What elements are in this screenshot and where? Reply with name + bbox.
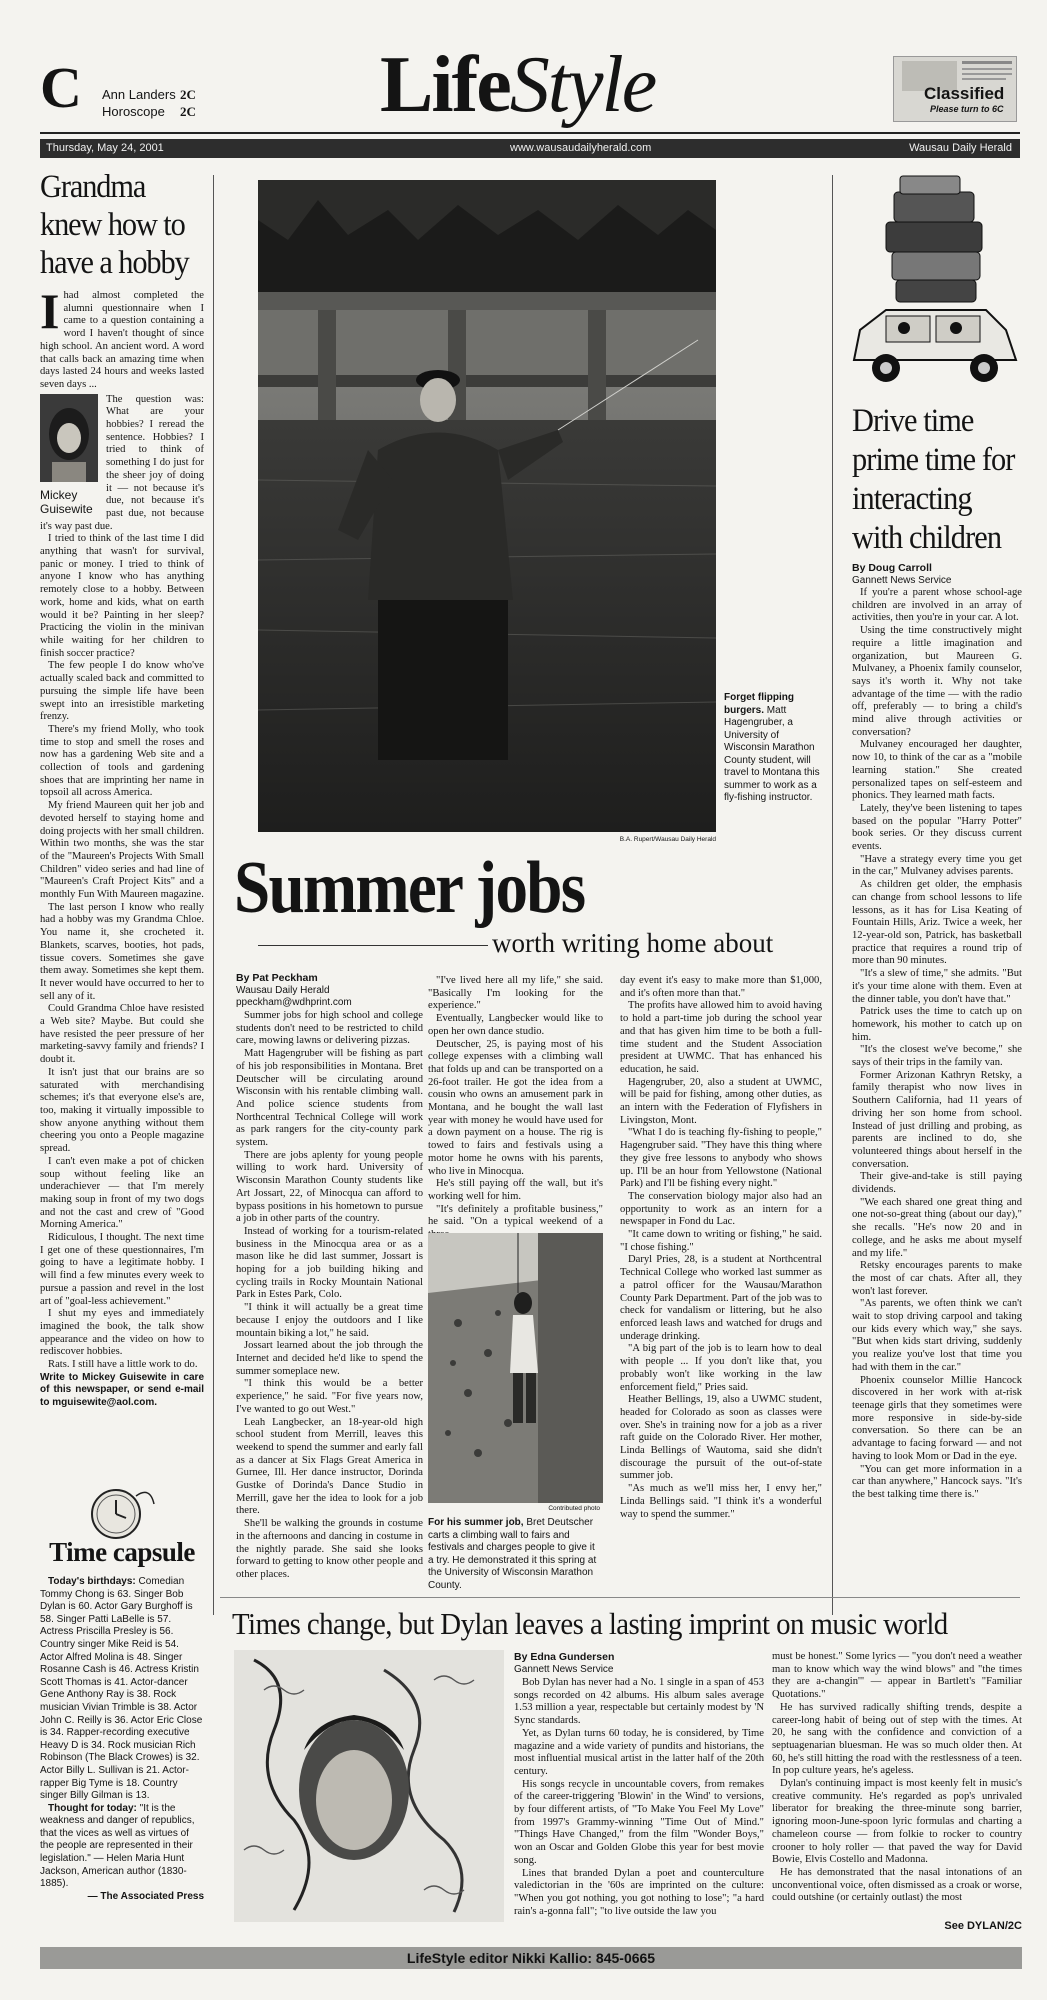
grandma-story	[40, 290, 204, 1410]
paragraph: "You can get more information in a car than anywhere," Hancock says. "It's the best talking time there is."	[852, 1463, 1022, 1500]
paragraph: Yet, as Dylan turns 60 today, he is considered, by Time magazine and a wide variety of pundits and historians, the most influential musical artist in the latter half of the 20th century.	[514, 1727, 764, 1777]
fly-fishing-photo	[258, 180, 716, 832]
drive-headline: Drive time prime time for interacting with children	[852, 403, 1015, 556]
author-org: Gannett News Service	[852, 575, 952, 586]
time-capsule-source: — The Associated Press	[87, 1890, 204, 1902]
paragraph: "It's the closest we've become," she says of their trips in the family van.	[852, 1044, 1022, 1069]
paragraph: The last person I know who really had a hobby was my Grandma Chloe. You name it, she crocheted it. Blankets, scarves, booties, hot pads, tissue covers. Sometimes she gave them away. Sometimes she kept them. It never would have occurred to her to sell any of it.	[40, 901, 204, 1002]
author-name: By Doug Carroll	[852, 562, 932, 574]
paragraph: Hagengruber, 20, also a student at UWMC, will be paid for fishing, among other duties, as an intern with the Federation of Flyfishers in Livingston, Mont.	[620, 1076, 822, 1126]
paragraph: As children get older, the emphasis can change from school lessons to life lessons, as it has for Lisa Keating of Fountain Hills, Ariz. Twice a week, her 12-year-old son, Patrick, has basketball practice that requires a round trip of more than 90 minutes.	[852, 879, 1022, 967]
author-name: By Edna Gundersen	[514, 1651, 615, 1663]
columnist-mug	[40, 394, 100, 517]
photo-credit: B.A. Rupert/Wausau Daily Herald	[619, 836, 716, 843]
climbing-wall-image	[428, 1233, 603, 1503]
paragraph: Jossart learned about the job through the Internet and decided he'd like to spend the summer someplace new.	[236, 1340, 423, 1377]
paragraph: I tried to think of the last time I did anything that wasn't for survival, panic or money. I tried to think of anyone I know who has anything remotely close to a hobby. Between work, home and kids, what on earth would it be? Painting in her sleep? Practicing the violin in the minivan while waiting for her children to finish soccer practice?	[40, 533, 204, 659]
paragraph: Heather Bellings, 19, also a UWMC student, headed for Colorado as soon as classes were over. She's in training now for a job as a river raft guide on the Colorado River. Her mother, Linda Bellings of Wautoma, said she didn't discourage the pursuit of the out-of-state summer job.	[620, 1394, 822, 1482]
paragraph: The few people I do know who've actually scaled back and committed to pursuing the simple life have been swept into an irresistible marketing frenzy.	[40, 660, 204, 723]
caption-text: Matt Hagengruber, a University of Wisconsin Marathon County student, will travel to Montana this summer to work as a fly-fishing instructor.	[724, 704, 820, 803]
paragraph: The profits have allowed him to avoid having to hold a part-time job during the school year and that has given him time to be both a full-time student and the Student Association president at UWMC. That has enhanced his education, he said.	[620, 1000, 822, 1075]
car-luggage-icon	[846, 170, 1022, 395]
birthdays-label: Today's birthdays:	[48, 1576, 136, 1587]
section-rule	[220, 1597, 1020, 1598]
column-rule	[832, 175, 833, 1615]
masthead-rule	[40, 132, 1020, 134]
dylan-lyrics-image	[234, 1650, 504, 1922]
paragraph: Deutscher, 25, is paying most of his college expenses with a climbing wall that folds up and can be transported on a 26-foot trailer. He got the idea from a cousin who owns an amusement park in Montana, and he bought the wall last year with money he would have used for a down payment on a house. The rig is towed to fairs and festivals using a motor home he owns with his parents, who live in Minocqua.	[428, 1038, 603, 1177]
section-title	[380, 40, 655, 130]
dylan-byline	[514, 1651, 764, 1676]
paragraph: "As much as we'll miss her, I envy her," Linda Bellings said. "I think it's a wonderful way to spend the summer."	[620, 1483, 822, 1520]
paragraph: Bob Dylan has never had a No. 1 single in a span of 453 songs recorded on 42 albums. His album sales average 1.53 million a year, respectable but certainly modest by 'N Sync standards.	[514, 1677, 764, 1727]
paragraph: Instead of working for a tourism-related business in the Minocqua area or as a mason like he did last summer, Jossart is hoping for a job building hiking and cycling trails in Rocky Mountain National Park in Estes Park, Colo.	[236, 1225, 423, 1301]
time-capsule	[40, 1482, 204, 1902]
index-item[interactable]: Ann Landers 2C	[102, 87, 196, 102]
photo-credit: Contributed photo	[548, 1505, 600, 1512]
summer-jobs-subhead: worth writing home about	[492, 928, 774, 958]
paragraph: "I think it will actually be a great time because I enjoy the outdoors and I like mountain biking a lot," he said.	[236, 1302, 423, 1339]
paragraph: It isn't just that our brains are so saturated with merchandising schemes; it's that everyone else's are, too, making it virtually impossible to show anyone anything without them cheering you onto a People magazine spread.	[40, 1066, 204, 1155]
paragraph: Leah Langbecker, an 18-year-old high school student from Merrill, leaves this weekend to spend the summer and early fall as a dancer at Six Flags Great America in Gurnee, Ill. Her dance instructor, Dorinda Gustke of Dorinda's Dance Studio in Merrill, gave her the idea to look for a job there.	[236, 1416, 423, 1517]
paragraph: Their give-and-take is still paying dividends.	[852, 1171, 1022, 1196]
author-email[interactable]: ppeckham@wdhprint.com	[236, 997, 352, 1008]
grandma-headline: Grandma knew how to have a hobby	[40, 169, 189, 281]
date-bar	[40, 139, 1020, 158]
paragraph: My friend Maureen quit her job and devoted herself to staying home and doing projects with her small children. Within two months, she was the star of the "Maureen's Projects With Small Children" video series and had line of "Maureen's Craft Project Kits" and a monthly Fun With Maureen magazine.	[40, 800, 204, 901]
paragraph: If you're a parent whose school-age children are involved in an array of activities, then you're in your car. A lot.	[852, 587, 1022, 624]
section-letter: C	[40, 55, 82, 120]
summer-byline	[236, 972, 421, 1009]
author-org: Gannett News Service	[514, 1664, 614, 1675]
dylan-col-1	[514, 1677, 764, 1918]
paragraph: The conservation biology major also had an opportunity to work as an intern for a newspaper in Fond du Lac.	[620, 1190, 822, 1228]
columnist-name: Mickey Guisewite	[40, 488, 93, 517]
clock-icon	[78, 1482, 158, 1542]
paragraph: He has survived radically shifting trends, despite a career-long habit of being out of step with the times. At 20, he sang with the confidence and conviction of a septuagenarian bluesman. He was so much older then. At 60, he's still hitting the road with the restlessness of a teen. In pop culture years, he's ageless.	[772, 1701, 1022, 1777]
paragraph: He has demonstrated that the nasal intonations of an unconventional voice, often dismissed as a croak or worse, could outshine (or certainly outlast) the most	[772, 1866, 1022, 1904]
classified-promo[interactable]	[893, 56, 1017, 122]
website-link[interactable]: www.wausaudailyherald.com	[510, 142, 652, 154]
title-life: Life	[380, 41, 510, 129]
paragraph: His songs recycle in uncountable covers, from remakes of the career-triggering 'Blowin' in the Wind' to versions, by four different artists, of "To Make You Feel My Love" from 1997's Grammy-winning "Time Out of Mind." "Things Have Changed," from the film "Wonder Boys," won an Oscar and Golden Globe this year for best movie song.	[514, 1778, 764, 1866]
dylan-jump[interactable]: See DYLAN/2C	[944, 1920, 1022, 1932]
paragraph: day event it's easy to make more than $1,000, and it's often more than that."	[620, 975, 822, 999]
index-item[interactable]: Horoscope 2C	[102, 104, 196, 119]
caption-lead: For his summer job,	[428, 1517, 524, 1528]
paragraph: Daryl Pries, 28, is a student at Northcentral Technical College who worked last summer as a patrol officer for the Wausau/Marathon County Park Department. Part of the job was to check for vandalism or littering, but he also enforced leash laws and watched for drugs and underage drinking.	[620, 1254, 822, 1342]
paragraph: I shut my eyes and immediately imagined the book, the talk show appearance and the video on how to rediscover hobbies.	[40, 1308, 204, 1358]
promo-sub: Please turn to 6C	[930, 104, 1004, 114]
paragraph: "It's a slew of time," she admits. "But it's your time alone with them. Even at the dinner table, you don't have that."	[852, 968, 1022, 1005]
summer-jobs-headline: Summer jobs	[234, 847, 585, 929]
paragraph: "I've lived here all my life," she said. "Basically I'm looking for the experience."	[428, 975, 603, 1012]
index-box	[102, 86, 196, 120]
paragraph: Ridiculous, I thought. The next time I get one of these questionnaires, I'm going to have a legitimate hobby. I will find a few minutes every week to pursue a passion and revel in the lost art of "goal-less achievement."	[40, 1232, 204, 1307]
title-style: Style	[509, 41, 656, 129]
time-capsule-title: Time capsule	[49, 1537, 195, 1567]
thought-block	[40, 1803, 204, 1891]
paragraph: Matt Hagengruber will be fishing as part of his job responsibilities in Montana. Bret Deutscher will be circulating around Wisconsin with his rentable climbing wall. And police science students from Northcentral Technical College will work as park rangers for the city-county park system.	[236, 1048, 423, 1149]
author-org: Wausau Daily Herald	[236, 985, 330, 996]
drive-byline	[852, 562, 1022, 587]
masthead	[0, 0, 1047, 170]
thought-label: Thought for today:	[48, 1802, 137, 1814]
grandma-opening: had almost completed the alumni questionnaire when I came to a question containing a word I haven't thought of since high school. An ancient word. A word that calls back an amazing time when days lasted 24 hours and weeks lasted seven days ...	[40, 290, 204, 390]
paragraph: "We each shared one great thing and one not-so-great thing (about our day)," she recalls. "He's now 20 and in college, and he asks me about myself and my life."	[852, 1196, 1022, 1259]
caption-text: Bret Deutscher carts a climbing wall to fairs and festivals and charges people to give it a try. He demonstrated it this spring at the University of Wisconsin Marathon County.	[428, 1517, 597, 1591]
birthdays-text: Comedian Tommy Chong is 63. Singer Bob Dylan is 60. Actor Gary Burghoff is 58. Singer Patti LaBelle is 57. Actress Priscilla Presley is 56. Country singer Mike Reid is 54. Actor Alfred Molina is 48. Singer Rosanne Cash is 46. Actress Kristin Scott Thomas is 41. Actor-dancer Gene Anthony Ray is 38. Rock musician Vivian Trimble is 38. Actor John C. Reilly is 36. Actor Eric Close is 34. Rapper-recording executive Heavy D is 34. Rock musician Rich Robinson (The Black Crowes) is 32. Actor Billy L. Sullivan is 21. Actor-rapper Big Tyme is 18. Country singer Billy Gilman is 13.	[40, 1576, 203, 1802]
column-rule	[213, 175, 214, 1615]
paragraph: She'll be walking the grounds in costume in the afternoons and dancing in costume in the nightly parade. She said she looks forward to getting to know other people and other places.	[236, 1518, 423, 1580]
subhead-rule	[258, 945, 488, 946]
paragraph: Mulvaney encouraged her daughter, now 10, to think of the car as a "mobile learning station." She created personalized tapes on self-esteem and phonics. They learned math facts.	[852, 739, 1022, 802]
grandma-wrap-text: The question was: What are your hobbies? I reread the sentence. Hobbies? I tried to think of something I do just for the sheer joy of doing it — not because it's due, not because it's past due, not because it's way past due.	[40, 393, 204, 532]
columnist-photo	[40, 394, 98, 482]
paragraph: Could Grandma Chloe have resisted a Web site? Maybe. But could she have resisted the peer pressure of her marketing-savvy family and friends? I doubt it.	[40, 1003, 204, 1066]
grandma-column	[40, 168, 204, 1410]
summer-col-1	[236, 1010, 423, 1582]
paragraph: "A big part of the job is to learn how to deal with people ... If you don't like that, you probably won't like working in the law enforcement field," Pries said.	[620, 1343, 822, 1393]
fly-fishing-caption	[724, 692, 824, 805]
caption-lead: Forget flipping burgers.	[724, 692, 794, 716]
editor-contact: LifeStyle editor Nikki Kallio: 845-0665	[406, 1950, 656, 1966]
paragraph: Retsky encourages parents to make the most of car chats. After all, they won't last forever.	[852, 1260, 1022, 1297]
paragraph: There are jobs aplenty for young people willing to work hard. University of Wisconsin Marathon County students like Art Jossart, 22, of Minocqua can afford to bypass positions in his hometown to pursue a job in other parts of the country.	[236, 1149, 423, 1225]
contact-note[interactable]: Write to Mickey Guisewite in care of this newspaper, or send e-mail to mguisewite@aol.com.	[40, 1371, 204, 1409]
car-illustration	[846, 170, 1022, 395]
paragraph: There's my friend Molly, who took time to stop and smell the roses and now has a gardening Web site and a collection of tools and gardening shoes that are imprinting her name in topsoil all across America.	[40, 723, 204, 799]
paragraph: Lately, they've been listening to tapes based on the popular "Harry Potter" book series. Or they discuss current events.	[852, 802, 1022, 853]
paragraph: Summer jobs for high school and college students don't need to be restricted to child care, mowing lawns or delivering pizzas.	[236, 1010, 423, 1047]
thought-text: "It is the weakness and danger of republics, that the vices as well as virtues of the people are represented in their legislation." — Helen Maria Hunt Jackson, American author (1830-1885).	[40, 1802, 195, 1890]
paragraph: "It came down to writing or fishing," he said. "I chose fishing."	[620, 1229, 822, 1253]
footer-bar	[40, 1947, 1022, 1969]
climbing-wall-caption	[428, 1517, 603, 1592]
paragraph: Former Arizonan Kathryn Retsky, a family therapist who now lives in Southern California, had 11 years of driving her son home from school. Instead of just drilling and probing, as parents are inclined to do, she volunteered things about herself in the conversation.	[852, 1069, 1022, 1170]
promo-title: Classified	[924, 84, 1005, 103]
paragraph: Lines that branded Dylan a poet and counterculture valedictorian in the '60s are imprinted on the culture: "When you got nothing, you got nothing to lose"; "a hard rain's a-gonna fall"; "to live outside the law you	[514, 1867, 764, 1917]
paragraph: Patrick uses the time to catch up on homework, his mother to catch up on him.	[852, 1006, 1022, 1043]
paragraph: "Have a strategy every time you get in the car," Mulvaney advises parents.	[852, 853, 1022, 878]
paragraph: Rats. I still have a little work to do.	[48, 1359, 198, 1371]
dylan-col-2	[772, 1651, 1022, 1905]
paragraph: Using the time constructively might require a little imagination and organization, but Maureen G. Mulvaney, a Phoenix family counselor, says it's worth it. Why not take advantage of the time — with the radio off, preferably — to bring a child's mind alive through activities or conversation?	[852, 625, 1022, 738]
paragraph: Phoenix counselor Millie Hancock discovered in her work with at-risk teenage girls that they sometimes were more responsive in side-by-side conversation. So there can be an advantage to facing forward — and not having to look Mom or Dad in the eye.	[852, 1374, 1022, 1462]
paragraph: He's still paying off the wall, but it's working well for him.	[428, 1178, 603, 1202]
paragraph: "It's definitely a profitable business," he said. "On a typical weekend of a	[428, 1203, 603, 1228]
summer-col-2	[428, 975, 603, 1242]
paragraph: Eventually, Langbecker would like to open her own dance studio.	[428, 1013, 603, 1037]
paragraph: "I think this would be a better experience," he said. "For five years now, I've wanted to go out West."	[236, 1378, 423, 1415]
paragraph: must be honest." Some lyrics — "you don't need a weather man to know which way the wind blows" and "the times they are a-changin'" — appear in Bartlett's "Familiar Quotations."	[772, 1651, 1022, 1701]
drive-story	[852, 587, 1022, 1502]
paragraph: "What I do is teaching fly-fishing to people," Hagengruber said. "They have this thing where they give free lessons to anybody who shows up. I'll be an hour from Yellowstone (National Park) and I'll be fishing every night."	[620, 1127, 822, 1190]
issue-date: Thursday, May 24, 2001	[46, 142, 164, 154]
summer-col-3	[620, 975, 822, 1521]
paper-name: Wausau Daily Herald	[909, 142, 1012, 154]
paragraph: Dylan's continuing impact is most keenly felt in music's creative community. He's regarded as pop's unrivaled liberator for breaking the three-minute song barrier, ignoring moon-June-spoon lyric formulas and charting a chameleon course — from folkie to rocker to country crooner to holy roller — that paved the way for David Bowie, Elvis Costello and Madonna.	[772, 1778, 1022, 1866]
fly-fishing-image	[258, 180, 716, 832]
dylan-headline: Times change, but Dylan leaves a lasting imprint on music world	[232, 1606, 948, 1641]
drop-cap: I	[40, 290, 60, 339]
paragraph: "As parents, we often think we can't wait to stop driving carpool and taking our kids every which way," she says. "But when kids start driving, suddenly you realize you've lost that time you had with them in the car."	[852, 1298, 1022, 1373]
birthdays-block	[40, 1576, 204, 1803]
climbing-wall-photo	[428, 1233, 603, 1503]
dylan-lyrics-photo	[234, 1650, 504, 1922]
author-name: By Pat Peckham	[236, 972, 318, 984]
paragraph: I can't even make a pot of chicken soup without feeling like an underachiever — that I'm merely making soup in front of my two dogs and not the cast and crew of "Good Morning America."	[40, 1155, 204, 1231]
